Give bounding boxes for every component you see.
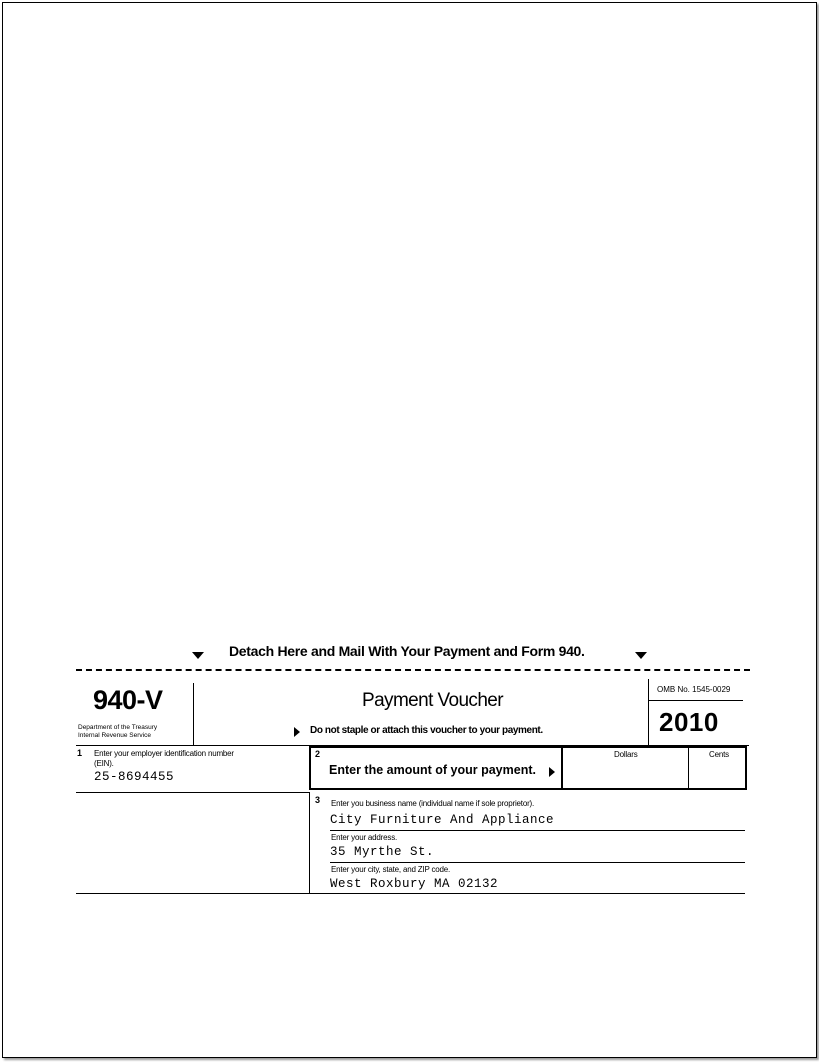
divider xyxy=(648,700,743,701)
department-label: Department of the Treasury Internal Revenue Service xyxy=(78,724,158,739)
voucher-title: Payment Voucher xyxy=(362,690,503,711)
line-number: 1 xyxy=(77,748,83,758)
city-state-zip-value[interactable]: West Roxbury MA 02132 xyxy=(330,877,499,891)
business-name-value[interactable]: City Furniture And Appliance xyxy=(330,813,555,827)
cents-label: Cents xyxy=(709,750,729,759)
cut-line xyxy=(76,669,750,671)
divider xyxy=(76,792,309,793)
detach-instruction: Detach Here and Mail With Your Payment and Form 940. xyxy=(229,643,585,659)
arrow-right-icon xyxy=(549,767,555,777)
document-page xyxy=(2,2,817,1058)
divider xyxy=(76,893,745,894)
divider xyxy=(309,792,310,893)
arrow-down-icon xyxy=(192,652,204,659)
form-number: 940-V xyxy=(93,685,163,715)
ein-label: Enter your employer identification number (EIN). xyxy=(94,749,234,768)
divider xyxy=(193,683,194,745)
line-number: 2 xyxy=(315,749,321,759)
tax-year: 2010 xyxy=(659,707,719,737)
arrow-down-icon xyxy=(635,652,647,659)
line-number: 3 xyxy=(315,795,321,805)
divider xyxy=(330,830,745,831)
staple-instruction: Do not staple or attach this voucher to your payment. xyxy=(310,725,543,736)
ein-value[interactable]: 25-8694455 xyxy=(94,770,175,784)
arrow-right-icon xyxy=(294,727,300,737)
divider xyxy=(330,862,745,863)
divider xyxy=(688,747,689,790)
omb-number: OMB No. 1545-0029 xyxy=(657,685,731,694)
address-value[interactable]: 35 Myrthe St. xyxy=(330,845,435,859)
payment-amount-label: Enter the amount of your payment. xyxy=(329,763,536,777)
city-state-zip-label: Enter your city, state, and ZIP code. xyxy=(331,865,451,874)
dollars-label: Dollars xyxy=(614,750,638,759)
business-name-label: Enter you business name (individual name if sole proprietor). xyxy=(331,799,535,808)
divider xyxy=(648,679,649,745)
address-label: Enter your address. xyxy=(331,833,398,842)
